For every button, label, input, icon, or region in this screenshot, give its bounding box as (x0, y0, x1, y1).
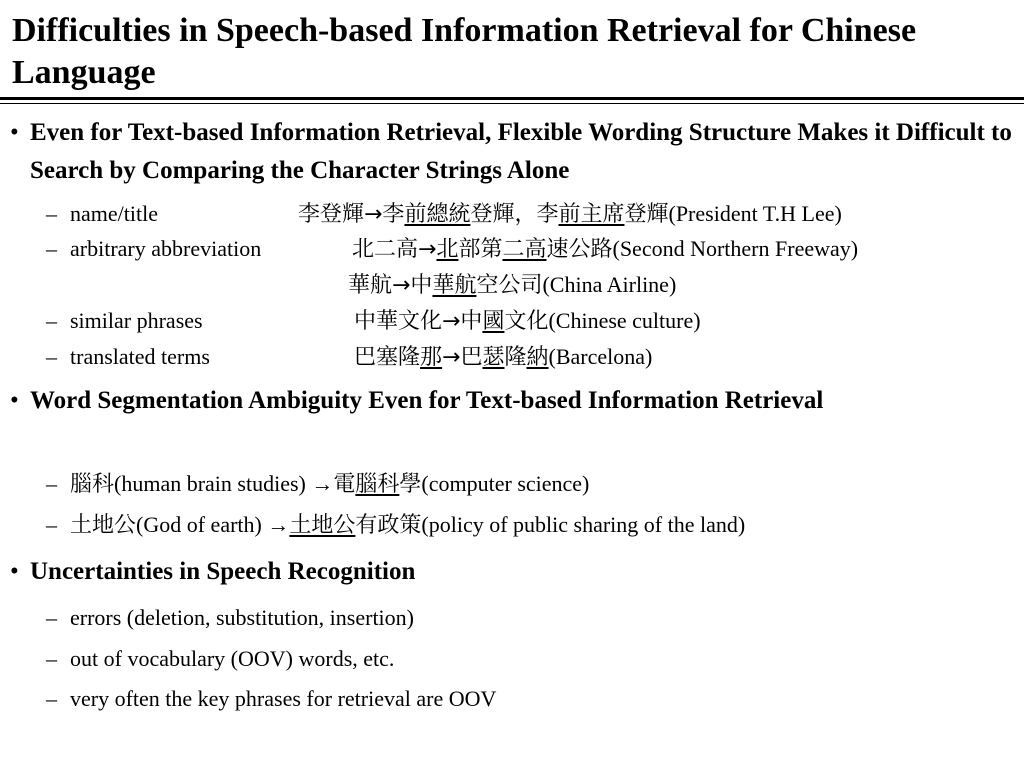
sub-item-example: 腦科(human brain studies) →電腦科學(computer science) (70, 471, 590, 497)
bullet-text: Word Segmentation Ambiguity Even for Text-based Information Retrieval (30, 387, 824, 414)
sub-item-label: name/title (70, 201, 158, 226)
sub-item-example: 土地公(God of earth) →土地公有政策(policy of public sharing of the land) (70, 512, 746, 538)
bullet-dot: • (10, 119, 19, 146)
sub-item-text: very often the key phrases for retrieval are OOV (70, 686, 497, 711)
dash: – (46, 344, 57, 369)
sub-item-example: 華航→中華航空公司(China Airline) (348, 272, 677, 298)
sub-item-example: 北二高→北部第二高速公路(Second Northern Freeway) (352, 236, 859, 262)
bullet-text: Uncertainties in Speech Recognition (30, 558, 416, 585)
title-divider-thick (0, 97, 1024, 100)
slide-title: Difficulties in Speech-based Information Retrieval for Chinese Language (12, 12, 917, 91)
dash: – (46, 512, 57, 537)
sub-item-example: 巴塞隆那→巴瑟隆納(Barcelona) (354, 344, 653, 370)
title-divider-thin (0, 103, 1024, 104)
dash: – (46, 308, 57, 333)
dash: – (46, 236, 57, 261)
sub-item-label: arbitrary abbreviation (70, 236, 262, 261)
sub-item-example: 李登輝→李前總統登輝，李前主席登輝(President T.H Lee) (298, 201, 842, 227)
dash: – (46, 605, 57, 630)
sub-item-example: 中華文化→中國文化(Chinese culture) (354, 308, 701, 334)
bullet-dot: • (10, 558, 19, 585)
sub-item-label: similar phrases (70, 308, 203, 333)
dash: – (46, 646, 57, 671)
bullet-dot: • (10, 387, 19, 414)
dash: – (46, 201, 57, 226)
dash: – (46, 471, 57, 496)
dash: – (46, 686, 57, 711)
sub-item-label: translated terms (70, 344, 210, 369)
sub-item-text: errors (deletion, substitution, insertion) (70, 605, 414, 630)
bullet-text: Even for Text-based Information Retrieval, Flexible Wording Structure Makes it Difficult to Search by Comparing the Character Strings Alone (30, 119, 1012, 184)
sub-item-text: out of vocabulary (OOV) words, etc. (70, 646, 395, 671)
